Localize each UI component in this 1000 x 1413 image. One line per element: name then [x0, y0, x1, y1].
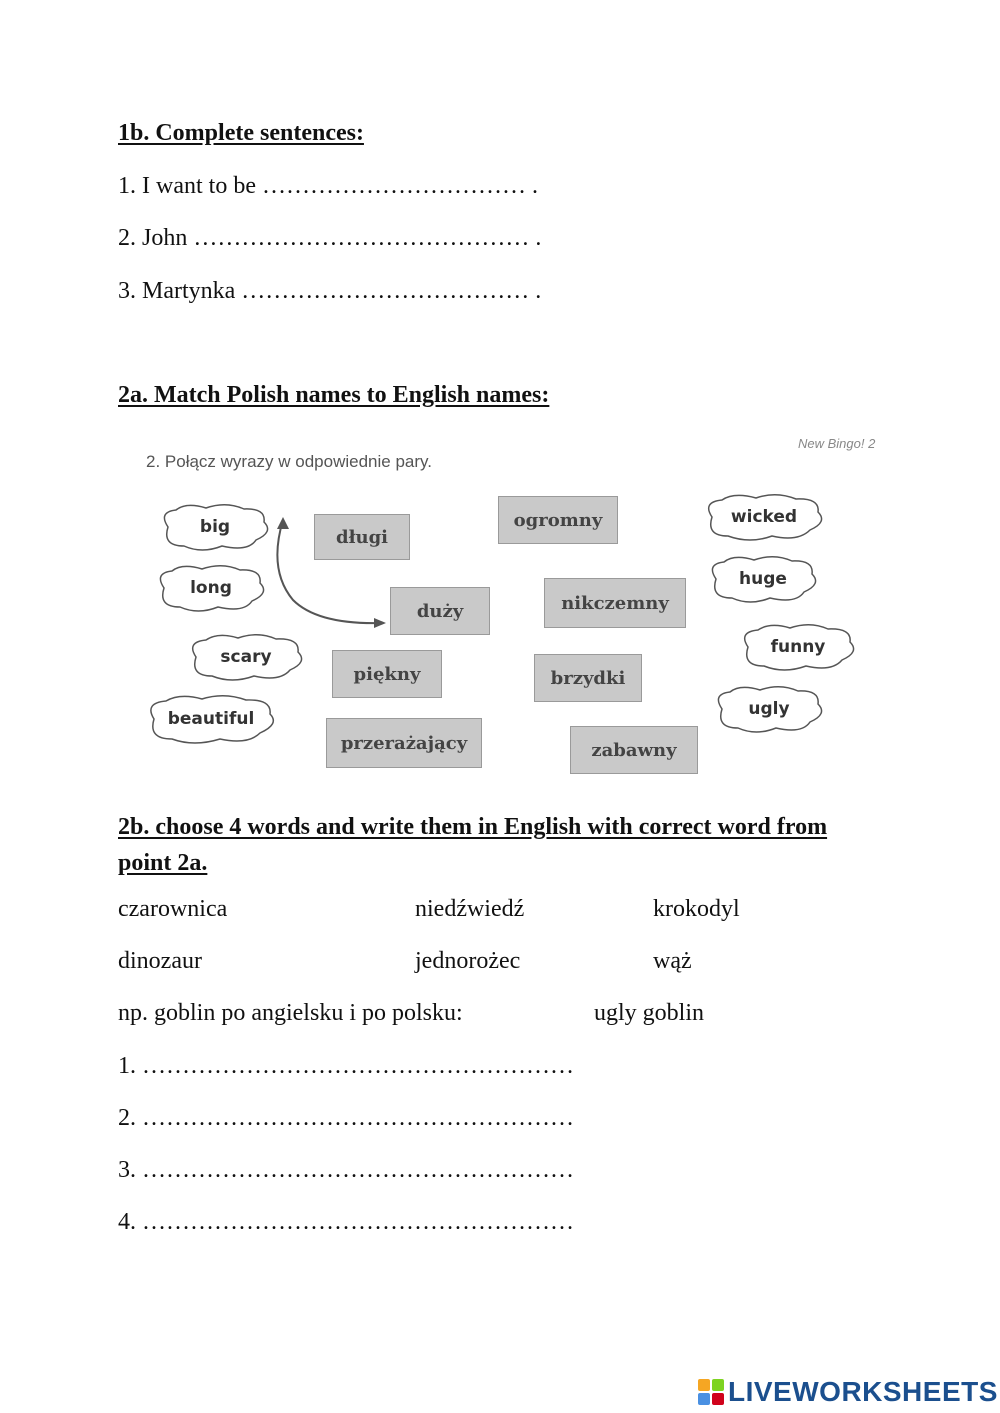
cloud-scary	[184, 632, 308, 682]
answer-line-1[interactable]: 1. ………………………………………………	[118, 1053, 574, 1079]
word-jednorozec: jednorożec	[415, 948, 521, 974]
matching-exercise-image	[118, 430, 878, 780]
cloud-beautiful	[142, 693, 280, 745]
section-2b-heading: 2b. choose 4 words and write them in English with correct word from point 2a.	[118, 814, 828, 876]
word-zabawny: zabawny	[570, 726, 698, 774]
word-niedzwiedz: niedźwiedź	[415, 896, 525, 922]
word-nikczemny: nikczemny	[544, 578, 686, 628]
word-waz: wąż	[653, 948, 692, 974]
word-dinozaur: dinozaur	[118, 948, 202, 974]
answer-line-4[interactable]: 4. ………………………………………………	[118, 1209, 574, 1235]
example-label: np. goblin po angielsku i po polsku:	[118, 1000, 463, 1026]
word-duzy: duży	[390, 587, 490, 635]
word-dlugi: długi	[314, 514, 410, 560]
word-beautiful: beautiful	[167, 709, 255, 729]
section-2a-heading: 2a. Match Polish names to English names:	[118, 382, 550, 408]
word-ugly: ugly	[748, 699, 790, 719]
exercise-instruction: 2. Połącz wyrazy w odpowiednie pary.	[146, 452, 432, 471]
word-przerazajacy: przerażający	[326, 718, 482, 768]
word-funny: funny	[770, 637, 826, 657]
cloud-wicked	[700, 492, 828, 542]
cloud-ugly	[710, 684, 828, 734]
cloud-big	[156, 502, 274, 552]
sentence-1: 1. I want to be …………………………… .	[118, 173, 538, 199]
word-long: long	[190, 578, 232, 598]
word-scary: scary	[220, 647, 272, 667]
word-huge: huge	[739, 569, 787, 589]
cloud-funny	[736, 622, 860, 672]
logo-mark-icon	[698, 1379, 724, 1405]
word-czarownica: czarownica	[118, 896, 228, 922]
sentence-2: 2. John …………………………………… .	[118, 225, 542, 251]
example-answer: ugly goblin	[594, 1000, 705, 1026]
section-1b-heading: 1b. Complete sentences:	[118, 120, 364, 146]
word-wicked: wicked	[730, 507, 798, 527]
answer-line-2[interactable]: 2. ………………………………………………	[118, 1105, 574, 1131]
liveworksheets-logo[interactable]	[698, 1376, 998, 1408]
exercise-source: New Bingo! 2	[798, 436, 876, 451]
word-krokodyl: krokodyl	[653, 896, 740, 922]
word-brzydki: brzydki	[534, 654, 642, 702]
word-ogromny: ogromny	[498, 496, 618, 544]
cloud-long	[152, 563, 270, 613]
logo-text: LIVEWORKSHEETS	[728, 1376, 998, 1407]
word-big: big	[199, 517, 231, 537]
word-piekny: piękny	[332, 650, 442, 698]
answer-line-3[interactable]: 3. ………………………………………………	[118, 1157, 574, 1183]
sentence-3: 3. Martynka ……………………………… .	[118, 278, 542, 304]
cloud-huge	[704, 554, 822, 604]
